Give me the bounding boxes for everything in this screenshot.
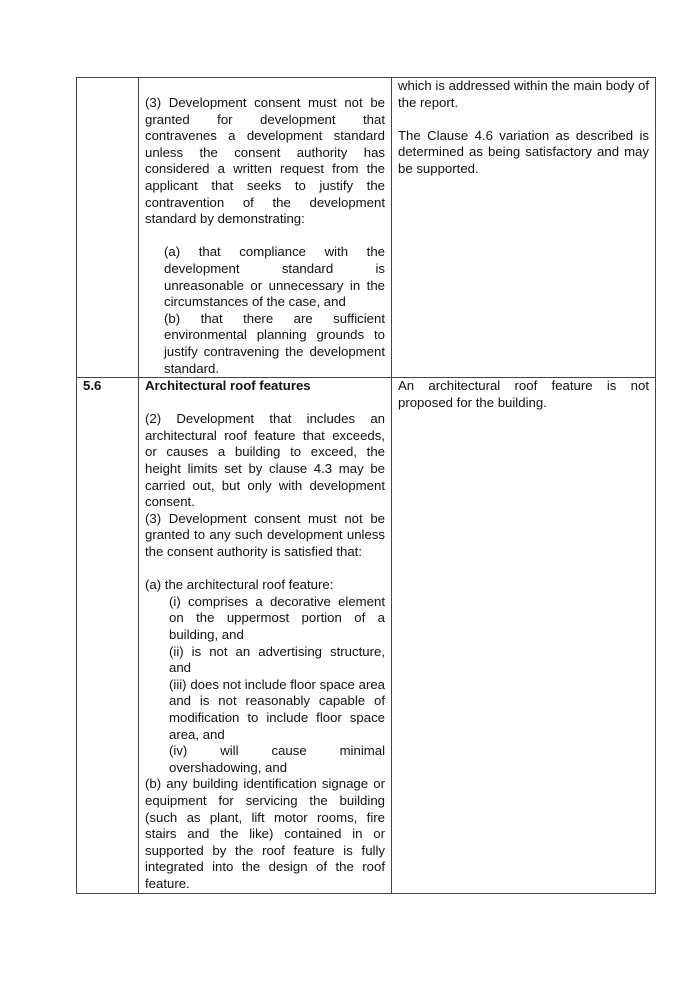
comment-cell: [392, 78, 656, 378]
clause-number-cell: [77, 78, 139, 378]
comment-paragraph: The Clause 4.6 variation as described is determined as being satisfactory and may be supported.: [398, 127, 649, 176]
clause-paragraph: (3) Development consent must not be granted for development that contravenes a development standard unless the consent authority has considered a written request from the applicant that seeks to justify the contravention of the development standard by demonstrating:: [145, 95, 385, 227]
clause-number: 5.6: [83, 378, 102, 394]
clause-item: (b) that there are sufficient environmental planning grounds to justify contravening the development standard.: [164, 310, 385, 376]
clause-item: (b) any building identification signage or equipment for servicing the building (such as plant, lift motor rooms, fire stairs and the like) contained in or supported by the roof feature is fully integrated into the design of the roof feature.: [145, 776, 385, 891]
clause-paragraph: (2) Development that includes an architectural roof feature that exceeds, or causes a building to exceed, the height limits set by clause 4.3 may be carried out, but only with development consent.: [145, 411, 385, 510]
clause-heading: Architectural roof features: [145, 378, 311, 394]
clause-paragraph: (3) Development consent must not be granted to any such development unless the consent authority is satisfied that:: [145, 510, 385, 560]
clause-subitem: (i) comprises a decorative element on the uppermost portion of a building, and: [169, 593, 385, 642]
assessment-table: [76, 77, 656, 894]
clause-text-cell: [139, 378, 392, 893]
table-row: [77, 378, 656, 893]
clause-text-cell: [139, 78, 392, 378]
comment-cell: [392, 378, 656, 893]
spacer: [145, 561, 385, 578]
table-row: [77, 78, 656, 378]
clause-item: (a) that compliance with the development standard is unreasonable or unnecessary in the circumstances of the case, and: [164, 244, 385, 310]
clause-subitem: (ii) is not an advertising structure, and: [169, 643, 385, 676]
comment-paragraph: which is addressed within the main body of the report.: [398, 78, 649, 110]
comment-paragraph: An architectural roof feature is not proposed for the building.: [398, 378, 649, 410]
clause-subitem: (iii) does not include floor space area and is not reasonably capable of modification to include floor space area, and: [169, 676, 385, 742]
clause-number-cell: [77, 378, 139, 893]
spacer: [145, 395, 385, 412]
spacer: [398, 111, 649, 128]
spacer: [145, 228, 385, 245]
clause-item: (a) the architectural roof feature:: [145, 577, 334, 593]
clause-subitem: (iv) will cause minimal overshadowing, and: [169, 743, 385, 775]
